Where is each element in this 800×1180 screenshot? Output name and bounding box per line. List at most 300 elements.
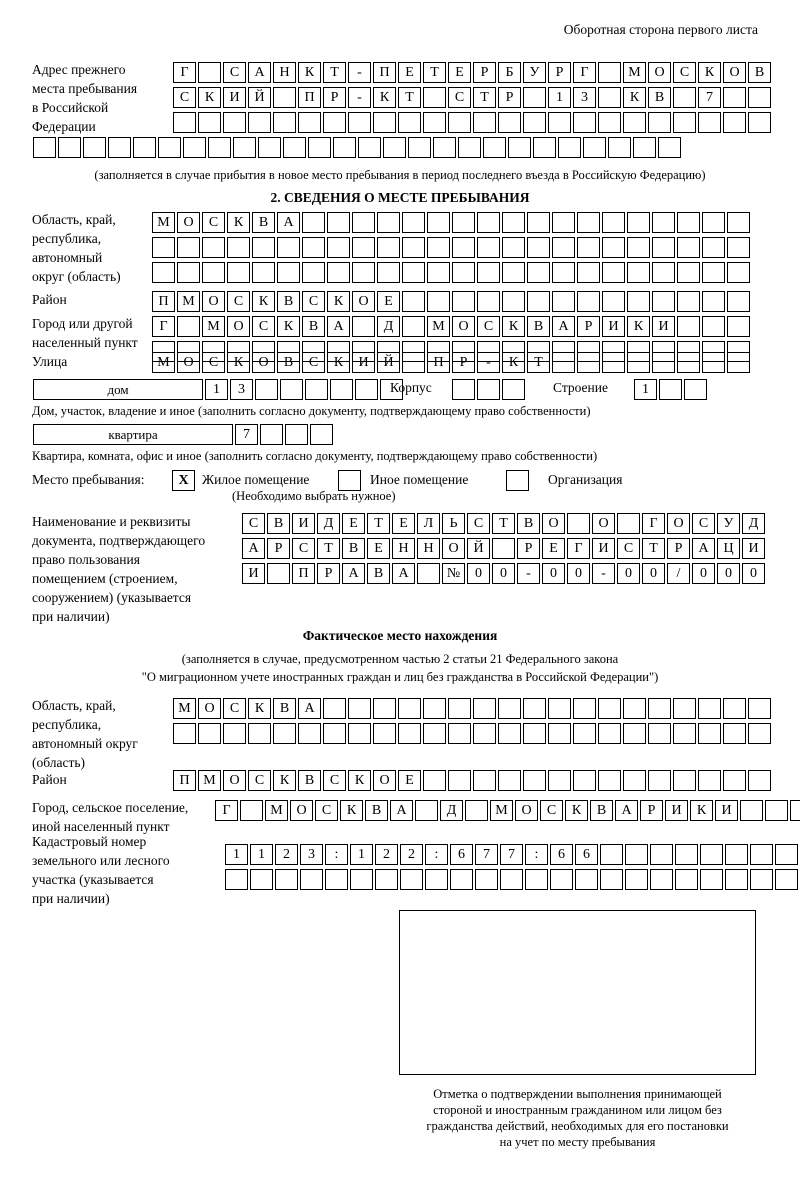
char-cell[interactable] [600,844,623,865]
char-cell[interactable] [650,844,673,865]
char-cell[interactable]: А [615,800,638,821]
street-row[interactable] [152,352,752,373]
char-cell[interactable] [583,137,606,158]
char-cell[interactable]: - [348,87,371,108]
house-cells[interactable] [205,379,405,400]
char-cell[interactable] [348,698,371,719]
char-cell[interactable]: Т [317,538,340,559]
char-cell[interactable] [423,770,446,791]
char-cell[interactable]: В [252,212,275,233]
char-cell[interactable]: В [517,513,540,534]
char-cell[interactable] [748,87,771,108]
stroenie-cells[interactable] [634,379,709,400]
char-cell[interactable] [373,112,396,133]
char-cell[interactable]: О [442,538,465,559]
char-cell[interactable] [552,212,575,233]
char-cell[interactable] [548,698,571,719]
char-cell[interactable] [483,137,506,158]
char-cell[interactable]: - [517,563,540,584]
char-cell[interactable] [452,291,475,312]
char-cell[interactable] [502,379,525,400]
char-cell[interactable] [652,291,675,312]
char-cell[interactable]: И [665,800,688,821]
char-cell[interactable] [183,137,206,158]
char-cell[interactable] [723,112,746,133]
char-cell[interactable] [677,237,700,258]
char-cell[interactable] [450,869,473,890]
char-cell[interactable]: О [290,800,313,821]
char-cell[interactable] [727,291,750,312]
char-cell[interactable]: О [202,291,225,312]
char-cell[interactable] [498,770,521,791]
char-cell[interactable] [598,723,621,744]
char-cell[interactable]: С [223,698,246,719]
char-cell[interactable]: Р [317,563,340,584]
char-cell[interactable] [350,869,373,890]
char-cell[interactable]: 2 [400,844,423,865]
prev-address-row-4[interactable] [33,137,683,158]
char-cell[interactable] [433,137,456,158]
city-row-1[interactable] [152,316,752,337]
char-cell[interactable] [202,237,225,258]
char-cell[interactable]: С [673,62,696,83]
char-cell[interactable]: И [223,87,246,108]
char-cell[interactable]: Д [377,316,400,337]
char-cell[interactable] [648,112,671,133]
char-cell[interactable] [508,137,531,158]
char-cell[interactable] [427,237,450,258]
char-cell[interactable] [623,770,646,791]
char-cell[interactable]: С [202,212,225,233]
char-cell[interactable]: Е [448,62,471,83]
char-cell[interactable] [527,262,550,283]
char-cell[interactable]: В [367,563,390,584]
char-cell[interactable] [765,800,788,821]
region-row-2[interactable] [152,237,752,258]
char-cell[interactable]: К [502,316,525,337]
char-cell[interactable] [423,112,446,133]
char-cell[interactable]: М [623,62,646,83]
char-cell[interactable] [333,137,356,158]
char-cell[interactable]: О [198,698,221,719]
char-cell[interactable] [702,212,725,233]
char-cell[interactable]: К [252,291,275,312]
char-cell[interactable] [684,379,707,400]
char-cell[interactable]: Р [640,800,663,821]
char-cell[interactable]: С [617,538,640,559]
char-cell[interactable] [327,262,350,283]
char-cell[interactable] [652,237,675,258]
char-cell[interactable] [325,869,348,890]
char-cell[interactable]: Р [577,316,600,337]
char-cell[interactable]: И [242,563,265,584]
char-cell[interactable] [727,212,750,233]
char-cell[interactable] [677,291,700,312]
district-row[interactable] [152,291,752,312]
char-cell[interactable] [658,137,681,158]
char-cell[interactable]: Т [423,62,446,83]
char-cell[interactable]: С [202,352,225,373]
char-cell[interactable] [790,800,800,821]
char-cell[interactable] [352,316,375,337]
char-cell[interactable] [702,316,725,337]
char-cell[interactable]: 7 [235,424,258,445]
prev-address-row-1[interactable] [173,62,773,83]
cadastral-row-2[interactable] [225,869,800,890]
char-cell[interactable] [673,698,696,719]
char-cell[interactable]: П [152,291,175,312]
char-cell[interactable] [283,137,306,158]
char-cell[interactable] [348,723,371,744]
char-cell[interactable]: Й [377,352,400,373]
char-cell[interactable]: К [198,87,221,108]
char-cell[interactable] [267,563,290,584]
char-cell[interactable] [223,723,246,744]
char-cell[interactable] [373,723,396,744]
korpus-cells[interactable] [452,379,527,400]
stay-type-checkbox-organization[interactable] [506,470,529,491]
char-cell[interactable] [477,237,500,258]
char-cell[interactable] [108,137,131,158]
char-cell[interactable]: К [327,291,350,312]
char-cell[interactable] [377,237,400,258]
char-cell[interactable]: С [302,291,325,312]
char-cell[interactable] [702,291,725,312]
char-cell[interactable] [552,291,575,312]
char-cell[interactable] [273,112,296,133]
char-cell[interactable] [352,237,375,258]
char-cell[interactable] [673,770,696,791]
char-cell[interactable]: К [348,770,371,791]
char-cell[interactable] [448,723,471,744]
char-cell[interactable]: 0 [717,563,740,584]
char-cell[interactable] [648,723,671,744]
char-cell[interactable] [275,869,298,890]
char-cell[interactable]: М [202,316,225,337]
char-cell[interactable]: : [325,844,348,865]
char-cell[interactable] [748,723,771,744]
char-cell[interactable] [260,424,283,445]
flat-cells[interactable] [235,424,335,445]
char-cell[interactable]: В [267,513,290,534]
char-cell[interactable] [677,352,700,373]
char-cell[interactable]: В [748,62,771,83]
char-cell[interactable] [58,137,81,158]
char-cell[interactable]: О [223,770,246,791]
char-cell[interactable] [310,424,333,445]
cadastral-row-1[interactable] [225,844,800,865]
char-cell[interactable]: - [348,62,371,83]
char-cell[interactable]: А [390,800,413,821]
char-cell[interactable]: О [592,513,615,534]
char-cell[interactable]: П [427,352,450,373]
char-cell[interactable]: О [227,316,250,337]
actual-city-row[interactable] [215,800,800,821]
char-cell[interactable] [452,237,475,258]
char-cell[interactable] [152,262,175,283]
char-cell[interactable] [402,237,425,258]
char-cell[interactable] [458,137,481,158]
char-cell[interactable] [523,698,546,719]
char-cell[interactable] [748,112,771,133]
char-cell[interactable]: Р [323,87,346,108]
char-cell[interactable]: И [292,513,315,534]
char-cell[interactable] [527,291,550,312]
char-cell[interactable] [573,112,596,133]
char-cell[interactable] [330,379,353,400]
char-cell[interactable] [602,262,625,283]
char-cell[interactable]: 1 [548,87,571,108]
char-cell[interactable]: С [477,316,500,337]
char-cell[interactable]: Е [367,538,390,559]
char-cell[interactable] [598,770,621,791]
char-cell[interactable] [300,869,323,890]
char-cell[interactable] [202,262,225,283]
char-cell[interactable] [477,379,500,400]
char-cell[interactable] [250,869,273,890]
char-cell[interactable] [675,844,698,865]
char-cell[interactable]: П [373,62,396,83]
char-cell[interactable]: П [292,563,315,584]
char-cell[interactable] [323,112,346,133]
char-cell[interactable] [573,770,596,791]
char-cell[interactable]: Н [273,62,296,83]
char-cell[interactable] [548,770,571,791]
char-cell[interactable]: Р [452,352,475,373]
char-cell[interactable]: С [227,291,250,312]
document-row-2[interactable] [242,538,767,559]
char-cell[interactable]: А [327,316,350,337]
char-cell[interactable]: Н [392,538,415,559]
char-cell[interactable] [252,237,275,258]
char-cell[interactable] [602,212,625,233]
char-cell[interactable]: М [177,291,200,312]
char-cell[interactable]: 1 [225,844,248,865]
char-cell[interactable]: С [173,87,196,108]
char-cell[interactable]: Р [548,62,571,83]
char-cell[interactable]: О [177,352,200,373]
char-cell[interactable] [465,800,488,821]
char-cell[interactable] [223,112,246,133]
char-cell[interactable]: О [452,316,475,337]
char-cell[interactable] [723,770,746,791]
char-cell[interactable]: 3 [300,844,323,865]
char-cell[interactable]: Г [573,62,596,83]
char-cell[interactable] [398,723,421,744]
char-cell[interactable] [298,112,321,133]
char-cell[interactable] [398,112,421,133]
char-cell[interactable]: Е [392,513,415,534]
char-cell[interactable] [377,262,400,283]
char-cell[interactable] [258,137,281,158]
char-cell[interactable]: С [692,513,715,534]
region-row-3[interactable] [152,262,752,283]
char-cell[interactable]: 7 [698,87,721,108]
char-cell[interactable] [652,262,675,283]
char-cell[interactable] [700,869,723,890]
char-cell[interactable]: А [692,538,715,559]
char-cell[interactable]: И [592,538,615,559]
char-cell[interactable]: К [340,800,363,821]
char-cell[interactable] [750,844,773,865]
char-cell[interactable] [448,770,471,791]
char-cell[interactable]: 3 [230,379,253,400]
char-cell[interactable] [177,262,200,283]
char-cell[interactable]: К [277,316,300,337]
char-cell[interactable]: В [365,800,388,821]
char-cell[interactable]: Р [267,538,290,559]
stay-type-checkbox-other[interactable] [338,470,361,491]
char-cell[interactable]: К [373,87,396,108]
char-cell[interactable] [723,723,746,744]
char-cell[interactable]: В [302,316,325,337]
char-cell[interactable] [473,770,496,791]
char-cell[interactable]: Б [498,62,521,83]
char-cell[interactable] [552,352,575,373]
char-cell[interactable]: М [490,800,513,821]
char-cell[interactable] [277,237,300,258]
char-cell[interactable] [198,62,221,83]
char-cell[interactable]: А [298,698,321,719]
char-cell[interactable] [673,723,696,744]
char-cell[interactable] [659,379,682,400]
char-cell[interactable]: В [273,698,296,719]
region-row-1[interactable] [152,212,752,233]
char-cell[interactable] [327,212,350,233]
char-cell[interactable] [648,698,671,719]
char-cell[interactable] [240,800,263,821]
char-cell[interactable] [373,698,396,719]
char-cell[interactable]: А [392,563,415,584]
char-cell[interactable] [273,723,296,744]
char-cell[interactable]: К [698,62,721,83]
char-cell[interactable] [198,112,221,133]
char-cell[interactable]: О [667,513,690,534]
char-cell[interactable] [348,112,371,133]
prev-address-row-2[interactable] [173,87,773,108]
char-cell[interactable] [327,237,350,258]
char-cell[interactable]: А [552,316,575,337]
char-cell[interactable]: У [717,513,740,534]
char-cell[interactable] [525,869,548,890]
char-cell[interactable]: Е [342,513,365,534]
char-cell[interactable] [177,237,200,258]
char-cell[interactable] [133,137,156,158]
char-cell[interactable] [227,262,250,283]
char-cell[interactable]: Т [527,352,550,373]
char-cell[interactable] [698,723,721,744]
char-cell[interactable] [673,112,696,133]
char-cell[interactable]: Е [398,770,421,791]
char-cell[interactable] [423,87,446,108]
char-cell[interactable]: Е [377,291,400,312]
char-cell[interactable] [33,137,56,158]
char-cell[interactable]: А [242,538,265,559]
char-cell[interactable] [558,137,581,158]
char-cell[interactable] [627,212,650,233]
char-cell[interactable] [633,137,656,158]
char-cell[interactable]: 0 [492,563,515,584]
stay-type-checkbox-residential[interactable]: X [172,470,195,491]
char-cell[interactable] [427,212,450,233]
char-cell[interactable]: Д [742,513,765,534]
char-cell[interactable] [352,212,375,233]
char-cell[interactable] [623,112,646,133]
char-cell[interactable] [740,800,763,821]
char-cell[interactable]: 1 [634,379,657,400]
char-cell[interactable] [502,237,525,258]
char-cell[interactable]: К [690,800,713,821]
char-cell[interactable] [627,262,650,283]
char-cell[interactable]: 0 [542,563,565,584]
char-cell[interactable]: М [152,352,175,373]
char-cell[interactable] [502,291,525,312]
char-cell[interactable] [575,869,598,890]
char-cell[interactable] [285,424,308,445]
char-cell[interactable]: Д [317,513,340,534]
char-cell[interactable] [173,112,196,133]
char-cell[interactable]: В [648,87,671,108]
char-cell[interactable]: : [525,844,548,865]
char-cell[interactable] [652,352,675,373]
char-cell[interactable] [375,869,398,890]
char-cell[interactable]: 7 [475,844,498,865]
char-cell[interactable]: А [342,563,365,584]
char-cell[interactable] [523,770,546,791]
char-cell[interactable]: Т [473,87,496,108]
char-cell[interactable]: С [242,513,265,534]
char-cell[interactable] [323,723,346,744]
char-cell[interactable] [617,513,640,534]
char-cell[interactable] [727,352,750,373]
char-cell[interactable]: Ц [717,538,740,559]
char-cell[interactable]: П [173,770,196,791]
char-cell[interactable] [577,352,600,373]
char-cell[interactable]: Т [398,87,421,108]
char-cell[interactable]: К [327,352,350,373]
char-cell[interactable] [598,62,621,83]
char-cell[interactable]: 6 [575,844,598,865]
char-cell[interactable] [383,137,406,158]
char-cell[interactable] [448,698,471,719]
char-cell[interactable]: О [352,291,375,312]
char-cell[interactable]: 0 [467,563,490,584]
document-row-3[interactable] [242,563,767,584]
char-cell[interactable] [448,112,471,133]
char-cell[interactable] [277,262,300,283]
char-cell[interactable]: И [352,352,375,373]
char-cell[interactable] [573,698,596,719]
char-cell[interactable]: С [467,513,490,534]
char-cell[interactable] [625,844,648,865]
actual-district-row[interactable] [173,770,773,791]
char-cell[interactable] [577,237,600,258]
char-cell[interactable]: И [602,316,625,337]
char-cell[interactable]: - [592,563,615,584]
char-cell[interactable]: И [742,538,765,559]
char-cell[interactable] [298,723,321,744]
char-cell[interactable]: С [292,538,315,559]
char-cell[interactable] [502,212,525,233]
char-cell[interactable] [302,237,325,258]
char-cell[interactable] [452,262,475,283]
char-cell[interactable]: Н [417,538,440,559]
char-cell[interactable]: С [315,800,338,821]
char-cell[interactable]: М [198,770,221,791]
char-cell[interactable] [602,237,625,258]
char-cell[interactable] [158,137,181,158]
char-cell[interactable]: Г [567,538,590,559]
